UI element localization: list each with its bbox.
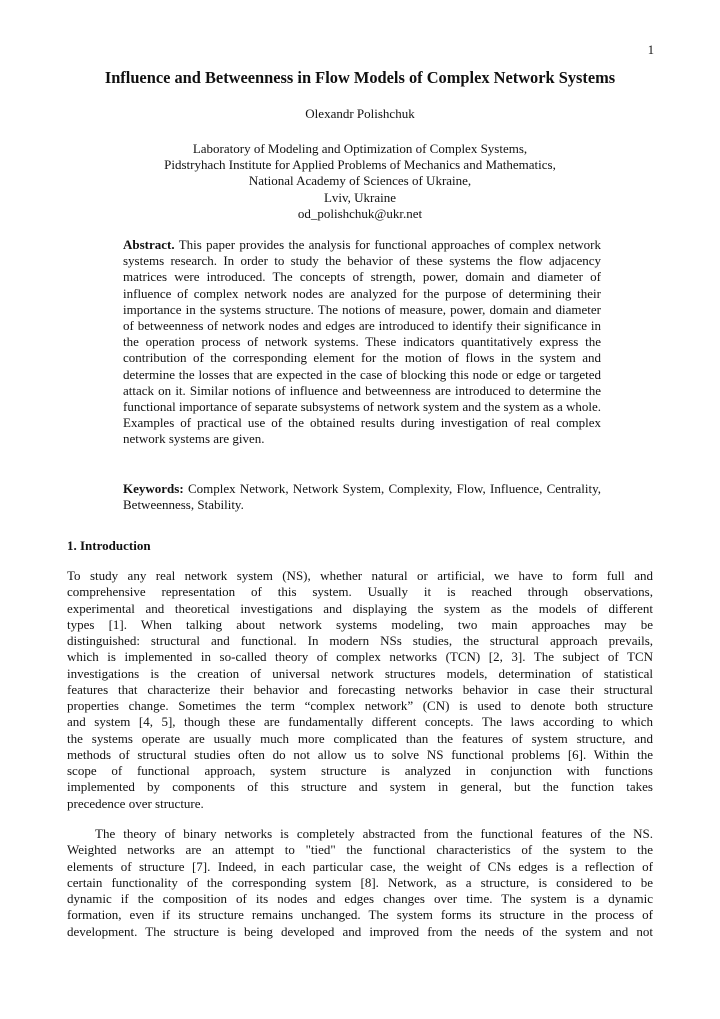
- affiliation-block: [0, 141, 720, 222]
- paragraph-line: which is implemented in so-called theory of complex networks (TCN) [2, 3]. The subject of TCN: [67, 649, 653, 665]
- paragraph-line: formation, even if its structure remains unchanged. The system forms its structure in the process of: [67, 907, 653, 923]
- paragraph-line: precedence over structure.: [67, 795, 204, 811]
- page-number: 1: [647, 43, 654, 57]
- paper-title: Influence and Betweenness in Flow Models of Complex Network Systems: [104, 68, 616, 87]
- paragraph-line: Weighted networks are an attempt to "tied" the functional characteristics of the system to the: [67, 842, 653, 858]
- affiliation-line-city: Lviv, Ukraine: [323, 189, 397, 205]
- paragraph-line: development. The structure is being developed and improved from the needs of the system and not: [67, 923, 653, 939]
- paragraph-line: distinguished: structural and functional. In modern NSs studies, the structural approach prevails,: [67, 633, 653, 648]
- keywords-label: Keywords:: [123, 481, 184, 496]
- paragraph-line: features that characterize their behavior and forecasting networks behavior in case their structural: [67, 681, 653, 697]
- section-heading-introduction: 1. Introduction: [67, 538, 151, 553]
- paragraph-line: elements of structure [7]. Indeed, in each particular case, the weight of CNs edges is a reflection of: [67, 858, 653, 874]
- paragraph-line: The theory of binary networks is completely abstracted from the functional features of the NS.: [95, 826, 653, 841]
- abstract-text: This paper provides the analysis for functional approaches of complex network systems research. In order to study the behavior of these systems the flow adjacency matrices were introduced. The concepts of strength, power, domain and diameter of influence of complex network nodes are analyzed for the purpose of determining their importance in the systems structure. The notions of measure, power, domain and diameter of betweenness of network nodes and edges are introduced to identify their significance in the operation process of network systems. These indicators quantitatively express the contribution of the corresponding element for the motion of flows in the system and determine the losses that are expected in the case of blocking this node or edge or targeted attack on it. Similar notions of influence and betweenness are introduced to determine the functional importance of separate subsystems of network system and the system as a whole. Examples of practical use of the obtained results during investigation of real complex network systems are given.: [123, 237, 601, 447]
- paragraph-line: investigations is the creation of universal network structures models, determination of statistical: [67, 665, 653, 681]
- keywords: [123, 481, 601, 513]
- paragraph-line: dynamic if the composition of its nodes and edges changes over time. The system is a dynamic: [67, 891, 653, 906]
- paragraph-line: comprehensive representation of this system. Usually it is reached through observations,: [67, 584, 653, 600]
- author-name: Olexandr Polishchuk: [305, 106, 415, 121]
- abstract: [123, 237, 601, 448]
- affiliation-line-laboratory: Laboratory of Modeling and Optimization of Complex Systems,: [192, 141, 528, 156]
- paragraph-line: and system [4, 5], though these are fundamentally different concepts. The laws according to which: [67, 714, 653, 730]
- paragraph-line: scope of functional approach, system structure is analyzed in conjunction with functions: [67, 763, 653, 778]
- affiliation-line-academy: National Academy of Sciences of Ukraine,: [248, 173, 472, 189]
- paragraph-line: To study any real network system (NS), whether natural or artificial, we have to form full and: [67, 568, 653, 583]
- author-email: od_polishchuk@ukr.net: [297, 205, 423, 221]
- paragraph-line: types [1]. When talking about network systems modeling, two main approaches may be: [67, 616, 653, 632]
- introduction-paragraph-2: [67, 826, 653, 940]
- paragraph-line: properties change. Sometimes the term “complex network” (CN) is used to denote both structure: [67, 698, 653, 713]
- paragraph-line: experimental and theoretical investigations and displaying the system as the models of different: [67, 600, 653, 616]
- introduction-paragraph-1: [67, 568, 653, 812]
- paragraph-line: the systems operate are usually much more complicated than the features of system structure, and: [67, 730, 653, 746]
- keywords-text: Complex Network, Network System, Complexity, Flow, Influence, Centrality, Betweenness, Stability.: [123, 481, 601, 513]
- affiliation-line-institute: Pidstryhach Institute for Applied Problems of Mechanics and Mathematics,: [164, 157, 556, 173]
- paragraph-line: methods of structural studies often do not allow us to solve NS functional problems [6]. Within the: [67, 746, 653, 762]
- paragraph-line: certain functionality of the corresponding system [8]. Network, as a structure, is considered to be: [67, 874, 653, 890]
- paragraph-line: implemented by components of this structure and system in general, but the function takes: [67, 779, 653, 795]
- abstract-label: Abstract.: [123, 237, 175, 252]
